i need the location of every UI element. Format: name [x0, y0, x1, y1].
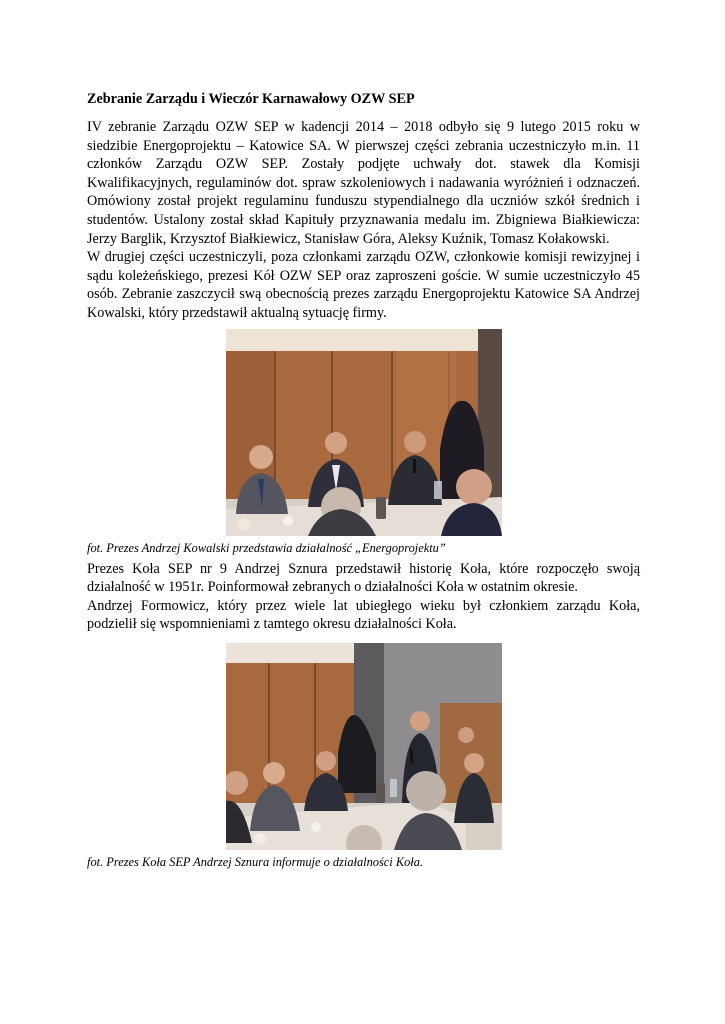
paragraph-second-part: W drugiej części uczestniczyli, poza członkami zarządu OZW, członkowie komisji rewizyjnej i sądu koleżeńskiego, prezesi Kół OZW SEP oraz zaproszeni goście. W sumie uczestniczyło 45 osób. Zebranie zaszczycił swą obecnością prezes zarządu Energoprojektu Katowice SA Andrzej Kowalski, który przedstawił aktualną sytuację firmy. [87, 249, 640, 321]
photo-kowalski-presentation [226, 329, 502, 536]
paragraph-meeting-summary: IV zebranie Zarządu OZW SEP w kadencji 2014 – 2018 odbyło się 9 lutego 2015 roku w siedzibie Energoprojektu – Katowice SA. W pierwszej części zebrania uczestniczyło m.in. 11 członków Zarządu OZW SEP. Zostały podjęte uchwały dot. stawek dla Komisji Kwalifikacyjnych, regulaminów dot. spraw szkoleniowych i nadawania wyróżnień i odznaczeń. Omówiony został projekt regulaminu funduszu stypendialnego dla uczniów szkół średnich i studentów. Ustalony został skład Kapituły przyznawania medalu im. Zbigniewa Białkiewicza: Jerzy Barglik, Krzysztof Białkiewicz, Stanisław Góra, Aleksy Kuźnik, Tomasz Kołakowski. [87, 119, 640, 247]
document-page [87, 91, 640, 874]
photo-sznura-speech [226, 643, 502, 850]
paragraph-history: Prezes Koła SEP nr 9 Andrzej Sznura przedstawił historię Koła, które rozpoczęło swoją działalność w 1951r. Poinformował zebranych o działalności Koła w ostatnim okresie. [87, 560, 640, 596]
paragraph-memories: Andrzej Formowicz, który przez wiele lat ubiegłego wieku był członkiem zarządu Koła, podzielił się wspomnieniami z tamtego okresu działalności Koła. [87, 597, 640, 633]
document-title: Zebranie Zarządu i Wieczór Karnawałowy OZW SEP [87, 91, 415, 107]
photo-caption-1: fot. Prezes Andrzej Kowalski przedstawia działalność „Energoprojektu” [87, 540, 446, 555]
photo-caption-2: fot. Prezes Koła SEP Andrzej Sznura informuje o działalności Koła. [87, 854, 424, 869]
